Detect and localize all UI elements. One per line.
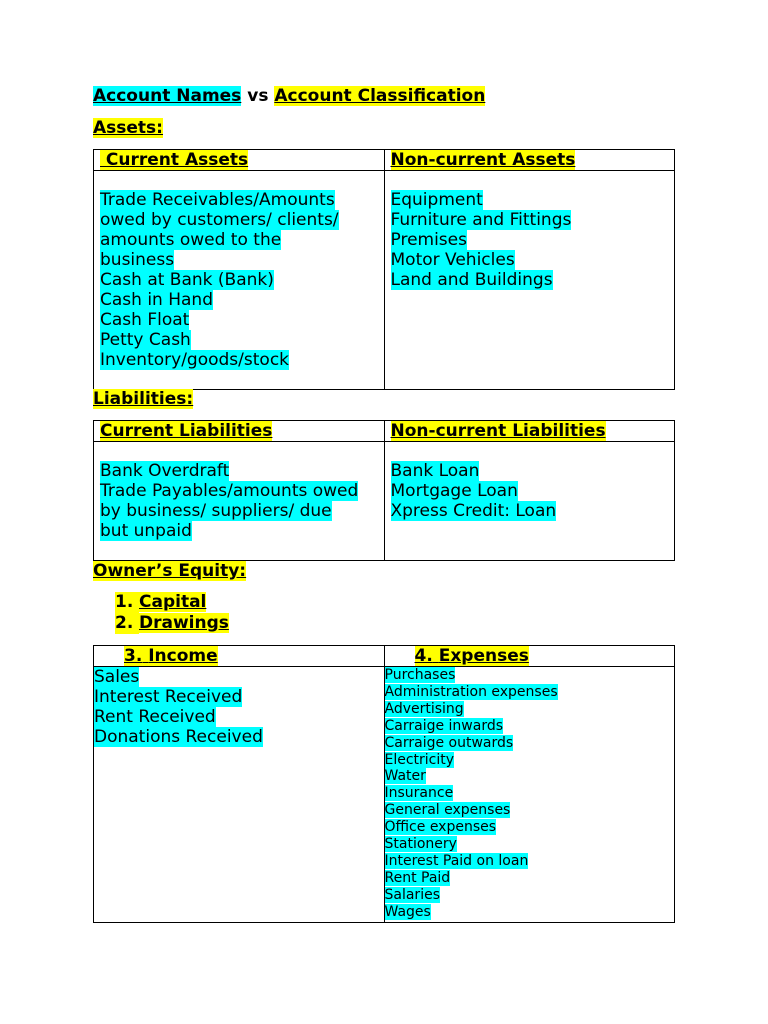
section-equity-heading: Owner’s Equity: <box>93 561 247 581</box>
list-item: Rent Paid <box>384 869 451 886</box>
list-item: General expenses <box>384 802 511 819</box>
list-item: Wages <box>384 903 431 920</box>
section-assets-heading: Assets: <box>93 118 163 138</box>
list-item: Rent Received <box>94 707 216 727</box>
list-item: but unpaid <box>100 521 192 541</box>
list-item: amounts owed to the <box>100 230 282 250</box>
list-item: Cash in Hand <box>100 290 213 310</box>
list-item: business <box>100 250 175 270</box>
liabilities-table <box>93 420 675 561</box>
non-current-assets-header: Non-current Assets <box>384 150 675 171</box>
list-item: Premises <box>390 230 467 250</box>
list-item: Donations Received <box>94 727 263 747</box>
list-item: Trade Receivables/Amounts <box>100 190 335 210</box>
title-account-names: Account Names <box>93 86 242 106</box>
title-account-classification: Account Classification <box>274 86 486 106</box>
income-header: 3. Income <box>94 646 385 667</box>
non-current-liabilities-list <box>384 442 675 561</box>
section-liabilities-heading: Liabilities: <box>93 389 194 409</box>
title-vs: vs <box>241 86 275 106</box>
list-item: Petty Cash <box>100 330 191 350</box>
list-item: Motor Vehicles <box>390 250 515 270</box>
expenses-list <box>384 667 675 923</box>
list-item: Salaries <box>384 886 440 903</box>
list-item: Water <box>384 768 426 785</box>
list-item: Stationery <box>384 836 457 853</box>
page-title <box>93 86 485 107</box>
list-item: Purchases <box>384 667 456 683</box>
list-item: Carraige inwards <box>384 717 504 734</box>
assets-table <box>93 149 675 390</box>
income-list <box>94 667 385 923</box>
list-item: Xpress Credit: Loan <box>390 501 557 521</box>
list-item: Electricity <box>384 751 455 768</box>
list-item: Equipment <box>390 190 483 210</box>
list-item: Sales <box>94 667 140 687</box>
current-liabilities-list <box>94 442 385 561</box>
list-item: Mortgage Loan <box>390 481 518 501</box>
equity-item-capital: 1. Capital <box>115 592 207 612</box>
list-item: Insurance <box>384 785 454 802</box>
equity-item-drawings: 2. Drawings <box>115 613 229 633</box>
list-item: Trade Payables/amounts owed <box>100 481 359 501</box>
list-item: Carraige outwards <box>384 734 514 751</box>
list-item: Cash Float <box>100 310 190 330</box>
list-item: owed by customers/ clients/ <box>100 210 339 230</box>
list-item: Inventory/goods/stock <box>100 350 290 370</box>
list-item: Bank Overdraft <box>100 461 230 481</box>
list-item: Advertising <box>384 700 464 717</box>
list-item: Office expenses <box>384 819 497 836</box>
current-assets-list <box>94 171 385 390</box>
list-item: Land and Buildings <box>390 270 553 290</box>
list-item: Cash at Bank (Bank) <box>100 270 274 290</box>
current-liabilities-header: Current Liabilities <box>94 421 385 442</box>
current-assets-header: Current Assets <box>94 150 385 171</box>
list-item: Interest Paid on loan <box>384 852 529 869</box>
list-item: Interest Received <box>94 687 243 707</box>
list-item: Furniture and Fittings <box>390 210 572 230</box>
list-item: Administration expenses <box>384 683 558 700</box>
non-current-assets-list <box>384 171 675 390</box>
list-item: Bank Loan <box>390 461 480 481</box>
non-current-liabilities-header: Non-current Liabilities <box>384 421 675 442</box>
income-expenses-table <box>93 645 675 923</box>
expenses-header: 4. Expenses <box>384 646 675 667</box>
list-item: by business/ suppliers/ due <box>100 501 332 521</box>
